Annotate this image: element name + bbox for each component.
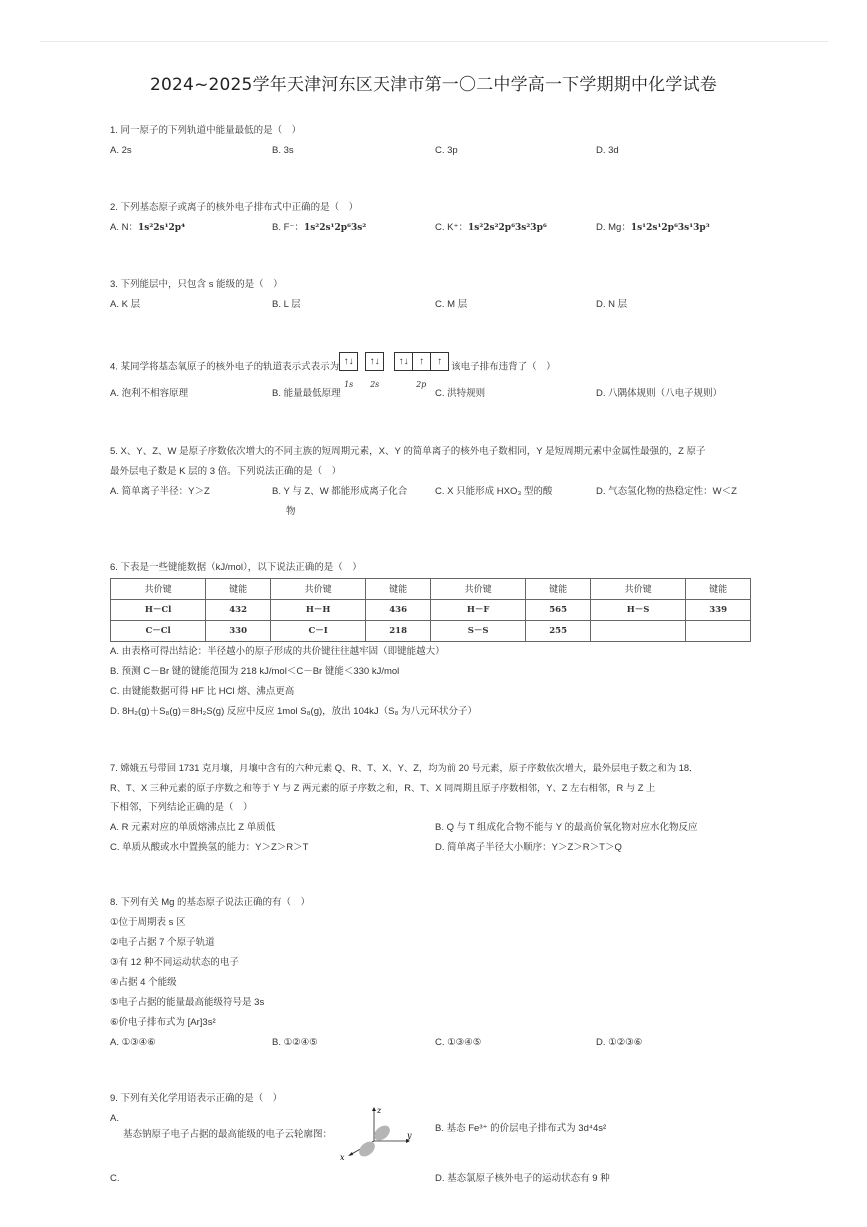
table-cell: 565 [526, 600, 591, 621]
question-stem: 3. 下列能层中，只包含 s 能级的是（ ） [110, 279, 283, 290]
question-stem-line-1: 5. X、Y、Z、W 是原子序数依次增大的不同主族的短周期元素，X、Y 的简单离子的核外电子数相同，Y 是短周期元素中金属性最强的，Z 原子 [110, 446, 706, 457]
table-row [111, 621, 751, 642]
statement-6: ⑥价电子排布式为 [Ar]3s² [110, 1017, 216, 1028]
orbital-label-2s: 2s [370, 380, 380, 389]
option-a[interactable]: A. R 元素对应的单质熔沸点比 Z 单质低 [110, 822, 276, 833]
table-cell: 255 [526, 621, 591, 642]
option-d[interactable]: D. 简单离子半径大小顺序：Y＞Z＞R＞T＞Q [435, 842, 622, 853]
option-b[interactable]: B. Q 与 T 组成化合物不能与 Y 的最高价氧化物对应水化物反应 [435, 822, 698, 833]
question-stem: 2. 下列基态原子或离子的核外电子排布式中正确的是（ ） [110, 202, 359, 213]
table-header-cell: 共价键 [430, 579, 525, 600]
axis-label-x: x [340, 1153, 345, 1161]
electron-cloud-diagram [336, 1105, 416, 1161]
table-header-cell: 共价键 [590, 579, 685, 600]
header-divider [40, 41, 828, 42]
option-b[interactable]: B. 预测 C－Br 键的键能范围为 218 kJ/mol＜C－Br 键能＜330 kJ/mol [110, 666, 400, 677]
option-d[interactable]: D. 基态氯原子核外电子的运动状态有 9 种 [435, 1173, 610, 1184]
option-c[interactable]: C. X 只能形成 HXO₃ 型的酸 [435, 486, 553, 497]
question-1 [110, 121, 760, 161]
option-d[interactable]: D. 8H₂(g)＋S₈(g)＝8H₂S(g) 反应中反应 1mol S₈(g)，放出 104kJ（S₈ 为八元环状分子） [110, 706, 478, 717]
statement-5: ⑤电子占据的能量最高能级符号是 3s [110, 997, 265, 1008]
option-d[interactable]: D. Mg：1s¹2s¹2p⁶3s¹3p³ [596, 222, 710, 233]
option-a[interactable]: A. 由表格可得出结论：半径越小的原子形成的共价键往往越牢固（即键能越大） [110, 646, 445, 657]
orbital-box-1s: ↑↓ [339, 352, 358, 371]
option-d[interactable]: D. 3d [596, 145, 619, 156]
option-c[interactable]: C. ①③④⑤ [435, 1037, 482, 1048]
option-d[interactable]: D. ①②③⑥ [596, 1037, 643, 1048]
table-cell: H－H [270, 600, 365, 621]
statement-1: ①位于周期表 s 区 [110, 917, 186, 928]
orbital-box-2p-2: ↑ [412, 352, 431, 371]
table-cell: 339 [686, 600, 751, 621]
option-d[interactable]: D. 气态氢化物的热稳定性：W＜Z [596, 486, 737, 497]
option-c[interactable]: C. 洪特规则 [435, 388, 486, 399]
orbital-box-2s: ↑↓ [365, 352, 384, 371]
option-a[interactable]: A. ①③④⑥ [110, 1037, 156, 1048]
table-header-cell: 共价键 [270, 579, 365, 600]
question-8 [110, 893, 760, 1053]
table-cell: 436 [366, 600, 431, 621]
statement-4: ④占据 4 个能级 [110, 977, 177, 988]
question-stem: 8. 下列有关 Mg 的基态原子说法正确的有（ ） [110, 897, 311, 908]
table-cell: S－S [430, 621, 525, 642]
axis-label-z: z [377, 1106, 382, 1115]
statement-2: ②电子占据 7 个原子轨道 [110, 937, 215, 948]
question-stem-line-1: 7. 嫦娥五号带回 1731 克月壤，月壤中含有的六种元素 Q、R、T、X、Y、Z，均为前 20 号元素，原子序数依次增大，最外层电子数之和为 18． [110, 763, 699, 773]
table-cell: H－Cl [111, 600, 206, 621]
table-cell: 432 [206, 600, 271, 621]
option-d[interactable]: D. N 层 [596, 299, 628, 310]
table-cell [686, 621, 751, 642]
question-3 [110, 275, 760, 315]
question-stem-line-2: R、T、X 三种元素的原子序数之和等于 Y 与 Z 两元素的原子序数之和，R、T、X 同周期且原子序数相邻，Y、Z 左右相邻，R 与 Z 上 [110, 783, 656, 793]
axis-label-y: y [407, 1131, 412, 1140]
table-header-cell: 键能 [206, 579, 271, 600]
option-b[interactable]: B. 能量最低原理 [272, 388, 341, 399]
question-7 [110, 758, 760, 858]
question-stem: 9. 下列有关化学用语表示正确的是（ ） [110, 1093, 283, 1104]
option-b[interactable]: B. ①②④⑤ [272, 1037, 318, 1048]
table-cell: 218 [366, 621, 431, 642]
question-stem-line-3: 下相邻，下列结论正确的是（ ） [110, 802, 253, 813]
option-b[interactable]: B. L 层 [272, 299, 301, 310]
orbital-label-2p: 2p [416, 380, 427, 389]
table-cell: H－F [430, 600, 525, 621]
table-header-cell: 键能 [366, 579, 431, 600]
orbital-diagram [339, 352, 451, 389]
option-b[interactable]: B. Y 与 Z、W 都能形成离子化合 物 [272, 486, 408, 517]
option-a[interactable]: A. K 层 [110, 299, 141, 310]
table-cell [590, 621, 685, 642]
option-b[interactable]: B. 3s [272, 145, 294, 156]
table-header-cell: 键能 [526, 579, 591, 600]
question-stem: 6. 下表是一些键能数据（kJ/mol），以下说法正确的是（ ） [110, 562, 362, 573]
option-c[interactable]: C. M 层 [435, 299, 468, 310]
page-title: 2024~2025学年天津河东区天津市第一〇二中学高一下学期期中化学试卷 [150, 75, 717, 95]
question-9 [110, 1089, 760, 1189]
option-c[interactable]: C. 3p [435, 145, 458, 156]
orbital-box-2p-1: ↑↓ [394, 352, 413, 371]
option-a-text: 基态钠原子电子占据的最高能级的电子云轮廓图： [123, 1129, 333, 1140]
option-c[interactable]: C. 单质从酸或水中置换氢的能力：Y＞Z＞R＞T [110, 842, 309, 853]
table-header-cell: 共价键 [111, 579, 206, 600]
table-header-row [111, 579, 751, 600]
table-row [111, 600, 751, 621]
option-a-letter: A. [110, 1113, 119, 1124]
option-a[interactable]: A. N：1s²2s¹2p⁴ [110, 222, 186, 233]
option-c[interactable]: C. 由键能数据可得 HF 比 HCl 熔、沸点更高 [110, 686, 295, 697]
question-6 [110, 558, 760, 722]
option-a[interactable]: A. 简单离子半径：Y＞Z [110, 486, 210, 497]
option-b[interactable]: B. 基态 Fe³⁺ 的价层电子排布式为 3d⁴4s² [435, 1123, 607, 1134]
table-cell: 330 [206, 621, 271, 642]
option-d[interactable]: D. 八隅体规则（八电子规则） [596, 388, 723, 399]
question-5 [110, 442, 760, 522]
option-a[interactable]: A. 2s [110, 145, 132, 156]
option-c[interactable]: C. [110, 1173, 120, 1184]
option-a[interactable]: A. 泡利不相容原理 [110, 388, 189, 399]
question-4 [110, 352, 760, 404]
table-cell: C－I [270, 621, 365, 642]
orbital-label-1s: 1s [344, 380, 354, 389]
bond-energy-table [110, 578, 751, 642]
statement-3: ③有 12 种不同运动状态的电子 [110, 957, 239, 968]
option-b[interactable]: B. F⁻：1s²2s¹2p⁶3s² [272, 222, 367, 233]
question-stem: 1. 同一原子的下列轨道中能量最低的是（ ） [110, 125, 302, 136]
option-c[interactable]: C. K⁺：1s²2s²2p⁶3s²3p⁶ [435, 222, 547, 233]
table-cell: H－S [590, 600, 685, 621]
table-header-cell: 键能 [686, 579, 751, 600]
option-a[interactable] [110, 1106, 412, 1161]
question-stem: 4. 某同学将基态氧原子的核外电子的轨道表示式表示为 ↑↓ 1s ↑↓ 2s ↑↓ ↑ ↑ 2p 该电子排布违背了（ ） [110, 352, 760, 384]
question-stem-line-2: 最外层电子数是 K 层的 3 倍。下列说法正确的是（ ） [110, 466, 342, 477]
orbital-box-2p-3: ↑ [430, 352, 449, 371]
table-cell: C－Cl [111, 621, 206, 642]
question-2 [110, 198, 760, 238]
